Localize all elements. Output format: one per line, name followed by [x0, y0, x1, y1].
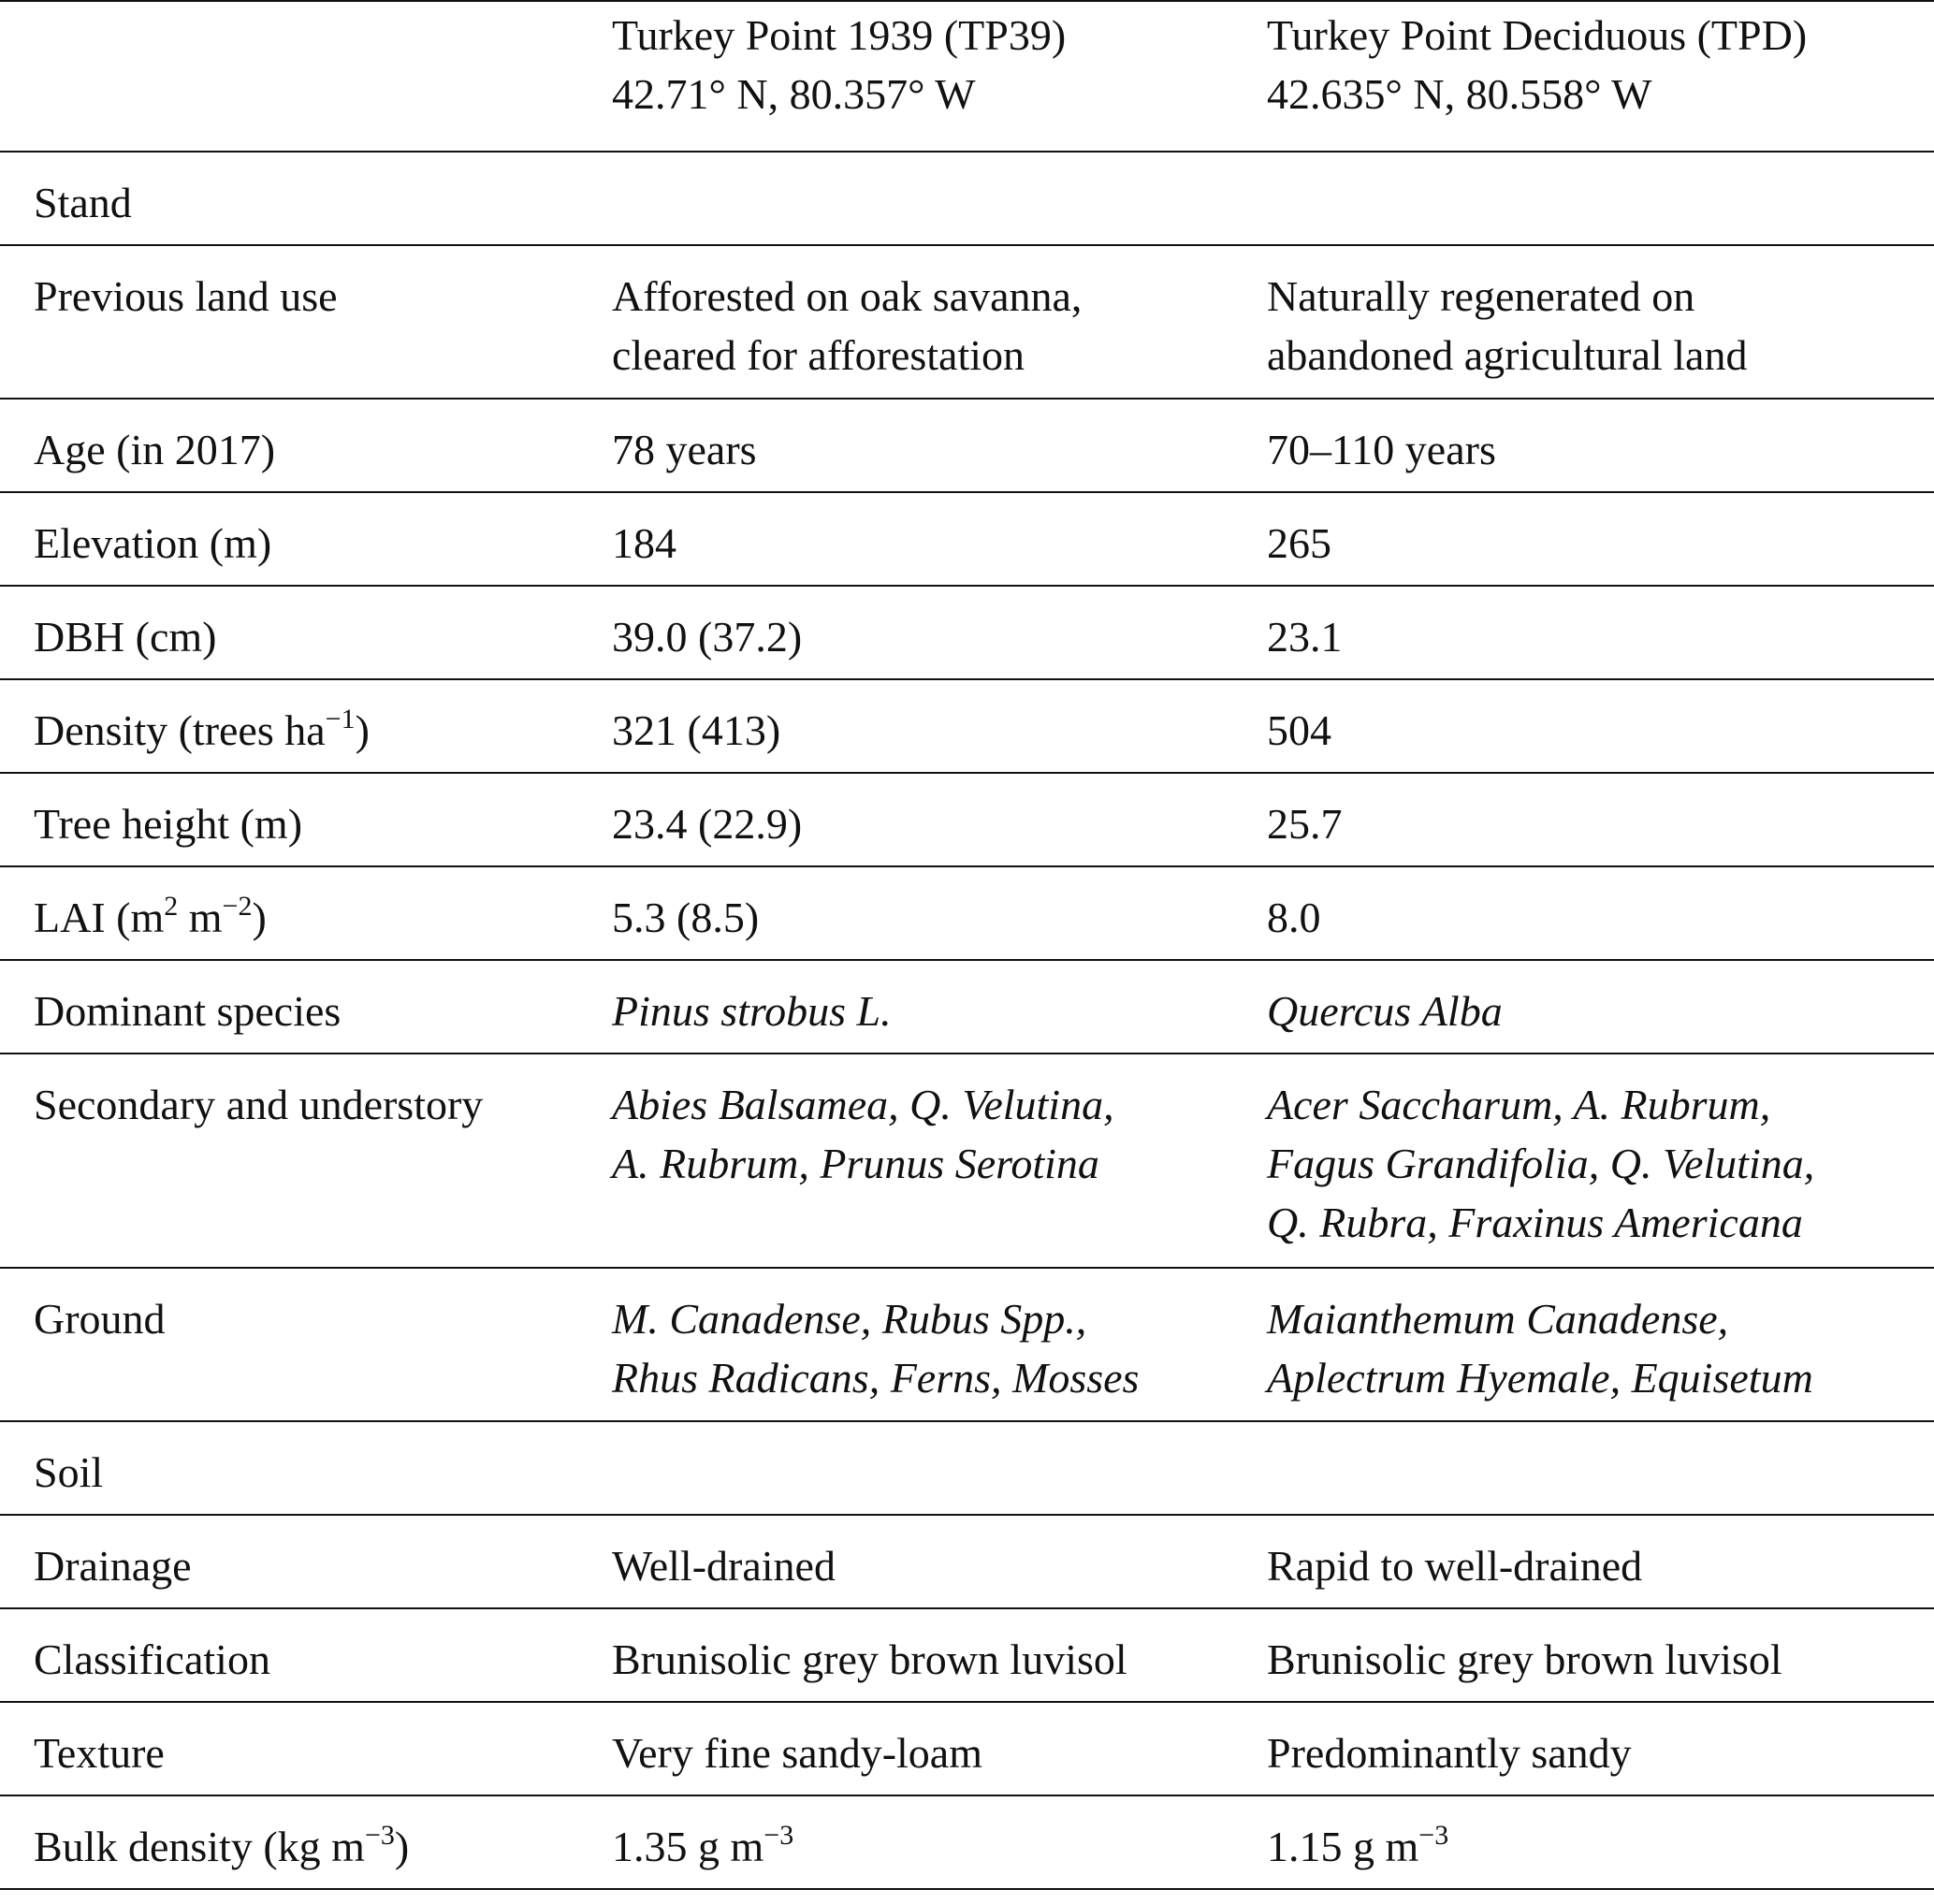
cell-line: Acer Saccharum, A. Rubrum, — [1267, 1081, 1771, 1128]
tp39-cell — [580, 1054, 1243, 1268]
tpd-cell: Quercus Alba — [1267, 987, 1503, 1035]
tp39-cell: 39.0 (37.2) — [612, 613, 803, 661]
cell-line: Naturally regenerated on — [1267, 272, 1695, 320]
tpd-cell: Predominantly sandy — [1267, 1729, 1632, 1777]
tpd-cell: 23.1 — [1267, 613, 1343, 661]
tp39-cell — [580, 245, 1243, 399]
tpd-cell: Brunisolic grey brown luvisol — [1267, 1635, 1782, 1683]
cell-line: A. Rubrum, Prunus Serotina — [612, 1140, 1099, 1187]
row-label: Age (in 2017) — [34, 426, 276, 473]
cell-superscript: −3 — [1418, 1820, 1449, 1851]
section-label: Stand — [34, 179, 132, 226]
label-superscript: 2 — [164, 891, 179, 922]
cell-superscript: −3 — [763, 1820, 794, 1851]
label-text: LAI (m — [34, 894, 165, 941]
cell-line: Rhus Radicans, Ferns, Mosses — [612, 1354, 1140, 1402]
cell-line: Afforested on oak savanna, — [612, 272, 1083, 320]
table-row — [0, 1608, 1934, 1702]
tp39-cell: Brunisolic grey brown luvisol — [612, 1635, 1127, 1683]
tp39-cell: 5.3 (8.5) — [612, 894, 760, 941]
table-row — [0, 960, 1934, 1054]
table-row — [0, 399, 1934, 492]
row-label: Drainage — [34, 1542, 192, 1590]
row-label — [0, 1795, 580, 1889]
cell-text: 1.15 g m — [1267, 1823, 1419, 1870]
tpd-cell: 8.0 — [1267, 894, 1321, 941]
tp39-cell: Very fine sandy-loam — [612, 1729, 982, 1777]
label-superscript: −3 — [364, 1820, 395, 1851]
tp39-cell: 184 — [612, 519, 676, 567]
tp39-cell — [580, 1795, 1243, 1889]
label-text: ) — [394, 1823, 410, 1870]
tpd-cell — [1243, 1795, 1934, 1889]
header-tp39 — [580, 1, 1243, 152]
cell-text: 1.35 g m — [612, 1823, 764, 1870]
cell-line: cleared for afforestation — [612, 331, 1025, 379]
cell-line: Abies Balsamea, Q. Velutina, — [612, 1081, 1114, 1128]
label-superscript: −1 — [325, 704, 356, 734]
table-row — [0, 492, 1934, 586]
tp39-cell: 321 (413) — [612, 706, 781, 754]
table-row — [0, 1702, 1934, 1795]
table-header-row — [0, 1, 1934, 152]
row-label: Secondary and understory — [34, 1081, 484, 1128]
row-label: Texture — [34, 1729, 165, 1777]
table-row — [0, 773, 1934, 866]
table-row — [0, 245, 1934, 399]
tp39-cell: Well-drained — [612, 1542, 836, 1590]
row-label: DBH (cm) — [34, 613, 217, 661]
header-empty-cell — [0, 1, 580, 152]
label-text: ) — [355, 706, 370, 754]
tp39-cell: 23.4 (22.9) — [612, 800, 803, 848]
row-label: Elevation (m) — [34, 519, 272, 567]
tpd-cell — [1243, 1268, 1934, 1421]
row-label — [0, 866, 580, 960]
cell-line: Maianthemum Canadense, — [1267, 1295, 1729, 1343]
cell-line: abandoned agricultural land — [1267, 331, 1748, 379]
tpd-cell: 25.7 — [1267, 800, 1343, 848]
row-label: Previous land use — [34, 272, 338, 320]
tp39-name: Turkey Point 1939 (TP39) — [612, 11, 1067, 59]
tp39-coords: 42.71° N, 80.357° W — [612, 70, 976, 118]
header-tpd — [1243, 1, 1934, 152]
table-row — [0, 586, 1934, 679]
label-superscript: −2 — [222, 891, 253, 922]
label-text: ) — [252, 894, 267, 941]
tpd-name: Turkey Point Deciduous (TPD) — [1267, 11, 1808, 59]
row-label: Classification — [34, 1635, 270, 1683]
tpd-cell — [1243, 1054, 1934, 1268]
cell-line: Q. Rubra, Fraxinus Americana — [1267, 1199, 1803, 1246]
tpd-coords: 42.635° N, 80.558° W — [1267, 70, 1652, 118]
cell-line: Fagus Grandifolia, Q. Velutina, — [1267, 1140, 1815, 1187]
table-row — [0, 866, 1934, 960]
cell-line: Aplectrum Hyemale, Equisetum — [1267, 1354, 1813, 1402]
tp39-cell — [580, 1268, 1243, 1421]
table-row — [0, 679, 1934, 773]
label-text: Density (trees ha — [34, 706, 326, 754]
section-label: Soil — [34, 1448, 104, 1496]
row-label — [0, 679, 580, 773]
tpd-cell: Rapid to well-drained — [1267, 1542, 1643, 1590]
label-text: Bulk density (kg m — [34, 1823, 365, 1870]
label-text: m — [178, 894, 223, 941]
section-row-stand — [0, 152, 1934, 245]
tp39-cell: 78 years — [612, 426, 757, 473]
table-row — [0, 1795, 1934, 1889]
table-row — [0, 1515, 1934, 1608]
cell-line: M. Canadense, Rubus Spp., — [612, 1295, 1087, 1343]
row-label: Ground — [34, 1295, 166, 1343]
section-row-soil — [0, 1421, 1934, 1515]
table-row — [0, 1054, 1934, 1268]
row-label: Dominant species — [34, 987, 342, 1035]
tpd-cell: 265 — [1267, 519, 1331, 567]
row-label: Tree height (m) — [34, 800, 303, 848]
tpd-cell — [1243, 245, 1934, 399]
tp39-cell: Pinus strobus L. — [612, 987, 892, 1035]
tpd-cell: 504 — [1267, 706, 1331, 754]
tpd-cell: 70–110 years — [1267, 426, 1496, 473]
table-row — [0, 1268, 1934, 1421]
